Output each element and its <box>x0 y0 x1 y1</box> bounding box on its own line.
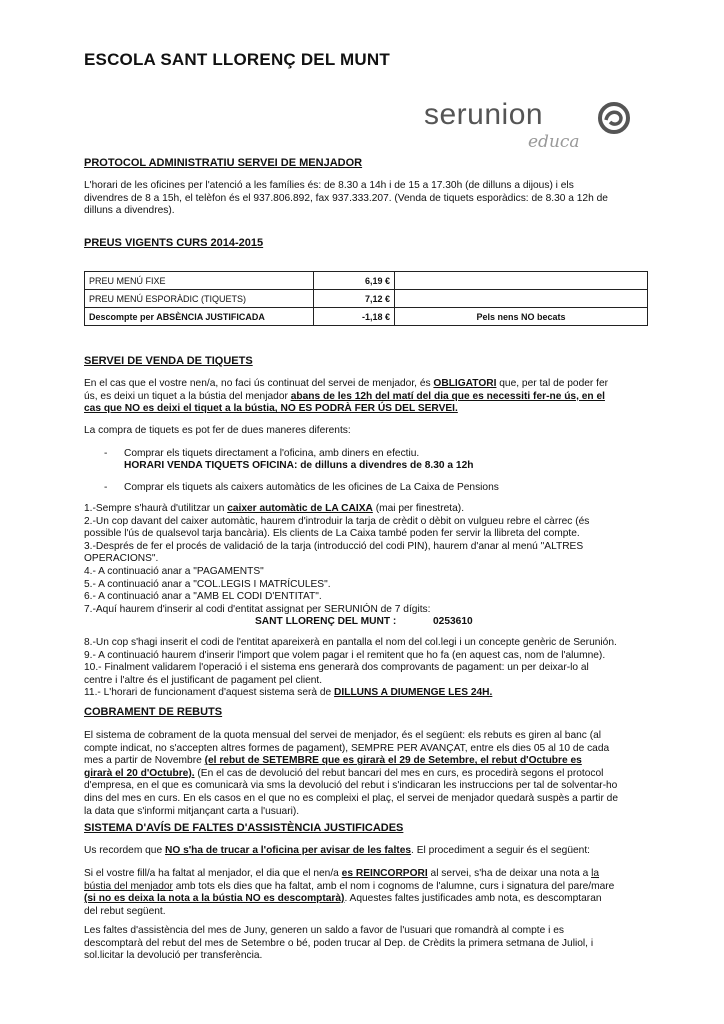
text-span: amb tots els dies que ha faltat, amb el nom i cognoms de l'alumne, curs i signatura del pare/mare <box>172 880 615 892</box>
text-span: Us recordem que <box>84 845 165 856</box>
text-span: Si el vostre fill/a ha faltat al menjador, el dia que el nen/a <box>84 868 342 879</box>
entity-code-value: 0253610 <box>433 616 473 627</box>
emphasis-text: DILLUNS A DIUMENGE LES 24H. <box>334 687 493 699</box>
school-name: ESCOLA SANT LLORENÇ DEL MUNT <box>84 50 390 69</box>
step-7: 7.-Aquí haurem d'inserir al codi d'entitat assignat per SERUNIÓN de 7 dígits: <box>84 603 431 615</box>
text-line: El sistema de cobrament de la quota mensual del servei de menjador, és el següent: els rebuts es giren al banc (al <box>84 730 602 741</box>
billing-text <box>84 730 648 818</box>
text-line: dins del mes en curs. En els casos en el que no es compleixi el plaç, el servei de menjador quedarà suspès a partir de <box>84 792 619 804</box>
step-1 <box>84 503 648 516</box>
emphasis-text: (el rebut de SETEMBRE que es girarà el 29 de Setembre, el rebut d'Octubre es <box>204 755 582 767</box>
emphasis-text: bústia del menjador <box>84 880 173 892</box>
step-10: centre i l'altre és el justificant de pagament pel client. <box>84 674 323 686</box>
step-5: 5.- A continuació anar a "COL.LEGIS I MATRÍCULES". <box>84 578 331 590</box>
emphasis-text: la <box>591 868 600 879</box>
protocol-line: divendres de 8 a 15h, el telèfon és el 937.806.892, fax 937.333.207. (Venda de tiquets esporàdics: de 8.30 a 12h de <box>84 192 608 204</box>
entity-code-label: SANT LLORENÇ DEL MUNT : <box>255 616 397 627</box>
emphasis-text: OBLIGATORI <box>433 378 497 389</box>
absence-procedure <box>84 868 648 918</box>
price-value: -1,18 € <box>314 308 395 326</box>
price-note <box>395 272 648 290</box>
absence-title: SISTEMA D'AVÍS DE FALTES D'ASSISTÈNCIA JUSTIFICADES <box>84 822 404 834</box>
prices-table <box>84 271 648 326</box>
method-bullet: - <box>104 482 108 493</box>
atm-steps <box>84 503 648 616</box>
text-line: Les faltes d'assistència del mes de Juny, generen un saldo a favor de l'usuari que romandrà al compte i es <box>84 925 564 936</box>
text-span: mes a partir de Novembre <box>84 755 205 767</box>
text-span: al servei, s'ha de deixar una nota a <box>427 868 592 879</box>
price-value: 7,12 € <box>314 290 395 308</box>
text-span: 11.- L'horari de funcionament d'aquest sistema serà de <box>84 687 335 699</box>
step-11 <box>84 687 648 700</box>
logo-subtext: educa <box>528 132 580 152</box>
price-label: Descompte per ABSÈNCIA JUSTIFICADA <box>85 308 314 326</box>
protocol-line: dilluns a divendres). <box>84 205 175 217</box>
price-label: PREU MENÚ ESPORÀDIC (TIQUETS) <box>85 290 314 308</box>
step-8: 8.-Un cop s'hagi inserit el codi de l'entitat apareixerà en pantalla el nom del col.legi i un concepte genèric de Serunión. <box>84 637 617 648</box>
text-span: (En el cas de devolució del rebut bancari del mes en curs, es procedirà segons el protocol <box>194 767 604 779</box>
text-span: que, per tal de poder fer <box>496 378 609 389</box>
tickets-title: SERVEI DE VENDA DE TIQUETS <box>84 355 253 367</box>
prices-title: PREUS VIGENTS CURS 2014-2015 <box>84 237 264 249</box>
emphasis-text: NO s'ha de trucar a l'oficina per avisar de les faltes <box>164 845 412 856</box>
emphasis-text: girarà el 20 d'Octubre). <box>84 767 195 779</box>
emphasis-text: cas que NO es deixi el tiquet a la bústia, NO ES PODRÀ FER ÚS DEL SERVEI. <box>84 403 458 415</box>
step-3: OPERACIONS". <box>84 553 159 565</box>
step-2: 2.-Un cop davant del caixer automàtic, haurem d'introduir la tarja de crèdit o dèbit on vulgueu rebre el càrrec (és <box>84 515 590 527</box>
method-option-1: Comprar els tiquets directament a l'oficina, amb diners en efectiu. <box>124 448 420 459</box>
table-row <box>85 272 648 290</box>
text-span: ús, es deixi un tiquet a la bústia del menjador <box>84 390 291 402</box>
text-span: . Aquestes faltes justificades amb nota, es descomptaran <box>344 893 602 905</box>
protocol-text <box>84 180 648 218</box>
emphasis-text: abans de les 12h del matí del dia que es necessiti fer-ne ús, en el <box>290 390 605 402</box>
emphasis-text: caixer automàtic de LA CAIXA <box>227 503 373 514</box>
method-bullet: - <box>104 448 108 459</box>
absence-june <box>84 925 648 963</box>
step-3: 3.-Després de fer el procés de validació de la tarja (introducció del codi PIN), haurem d'anar al menú "ALTRES <box>84 540 584 552</box>
step-6: 6.- A continuació anar a "AMB EL CODI D'ENTITAT". <box>84 591 322 603</box>
text-span: (mai per finestreta). <box>372 503 465 514</box>
price-note: Pels nens NO becats <box>395 308 648 326</box>
step-9: 9.- A continuació haurem d'inserir l'import que volem pagar i el remitent que ho fa (en aquest cas, nom de l'alumne). <box>84 649 606 661</box>
text-line: sol.licitar la devolució per transferència. <box>84 950 263 962</box>
step-2: possible l'ús de qualsevol tarja bancària). Els clients de La Caixa també poden fer servir la llibreta del compte. <box>84 528 580 540</box>
emphasis-text: es REINCORPORI <box>341 868 428 879</box>
serunion-logo <box>424 96 649 158</box>
text-line: compte indicat, no s'accepten altres formes de pagament), SEMPRE PER AVANÇAT, entre els dies 05 al 10 de cada <box>84 742 610 754</box>
table-row <box>85 290 648 308</box>
protocol-title: PROTOCOL ADMINISTRATIU SERVEI DE MENJADOR <box>84 157 363 169</box>
serunion-swirl-icon <box>596 100 632 136</box>
tickets-intro <box>84 378 648 416</box>
text-line: descomptarà del rebut del mes de Setembre o bé, poden trucar al Dep. de Crèdits la primera setmana de Juliol, i <box>84 937 594 949</box>
text-span: . El procediment a seguir és el següent: <box>411 845 590 856</box>
price-value: 6,19 € <box>314 272 395 290</box>
tickets-methods-intro: La compra de tiquets es pot fer de dues maneres diferents: <box>84 425 351 436</box>
method-option-2: Comprar els tiquets als caixers automàtics de les oficines de La Caixa de Pensions <box>124 482 499 493</box>
billing-title: COBRAMENT DE REBUTS <box>84 706 223 718</box>
emphasis-text: (si no es deixa la nota a la bústia NO es descomptarà) <box>84 893 345 905</box>
absence-intro <box>84 845 648 858</box>
price-label: PREU MENÚ FIXE <box>85 272 314 290</box>
atm-steps-continued <box>84 637 648 700</box>
text-line: la data que s'informi mitjançant carta a l'usuari). <box>84 805 300 817</box>
step-4: 4.- A continuació anar a "PAGAMENTS" <box>84 565 264 577</box>
table-row <box>85 308 648 326</box>
text-span: 1.-Sempre s'haurà d'utilitzar un <box>84 503 228 514</box>
logo-text: serunion <box>424 98 544 131</box>
office-hours: HORARI VENDA TIQUETS OFICINA: de dilluns a divendres de 8.30 a 12h <box>124 460 474 471</box>
protocol-line: L'horari de les oficines per l'atenció a les famílies és: de 8.30 a 14h i de 15 a 17.30h (de dilluns a dijous) i els <box>84 180 574 191</box>
text-span: En el cas que el vostre nen/a, no faci ús continuat del servei de menjador, és <box>84 378 434 389</box>
price-note <box>395 290 648 308</box>
text-line: d'empresa, en el que es comunicarà via sms la devolució del rebut i s'indicaran les instruccions per tal de solventar-ho <box>84 780 618 792</box>
step-10: 10.- Finalment validarem l'operació i el sistema ens generarà dos comprovants de pagament: un per deixar-lo al <box>84 662 589 674</box>
text-line: del rebut següent. <box>84 905 166 917</box>
